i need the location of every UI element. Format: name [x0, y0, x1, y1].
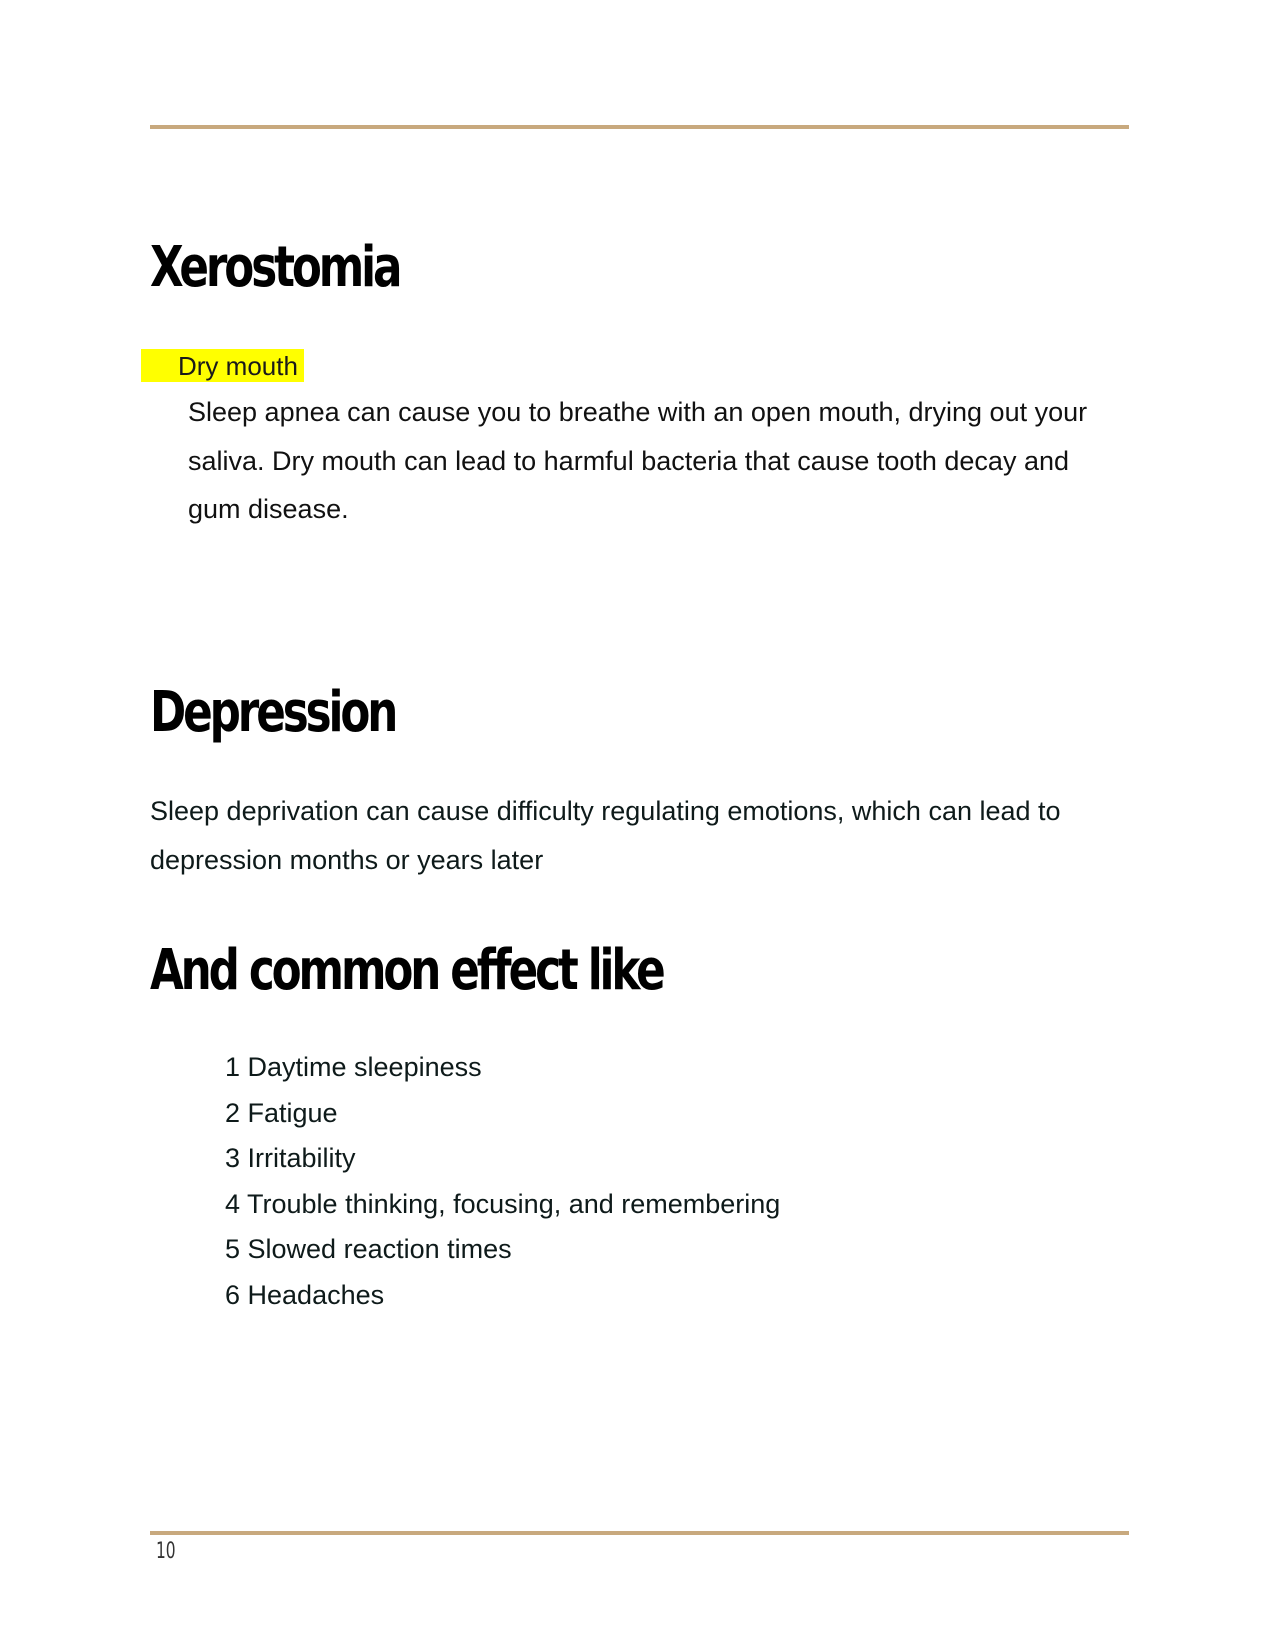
list-item: 4 Trouble thinking, focusing, and remembering: [225, 1188, 781, 1219]
heading-depression: Depression: [150, 680, 396, 745]
list-item: 1 Daytime sleepiness: [225, 1052, 482, 1082]
effects-list: [225, 1045, 780, 1318]
heading-xerostomia: Xerostomia: [150, 235, 400, 300]
page-number: 10: [156, 1539, 176, 1564]
bottom-divider: [150, 1531, 1129, 1535]
list-item: 5 Slowed reaction times: [225, 1234, 512, 1264]
heading-common-effects: And common effect like: [150, 938, 663, 1003]
xerostomia-paragraph: Sleep apnea can cause you to breathe with an open mouth, drying out your saliva. Dry mouth can lead to harmful bacteria that cause tooth decay and gum disease.: [188, 397, 1088, 524]
depression-paragraph: Sleep deprivation can cause difficulty regulating emotions, which can lead to depression months or years later: [150, 796, 1061, 875]
list-item: 3 Irritability: [225, 1143, 356, 1173]
top-divider: [150, 125, 1129, 129]
list-item: 6 Headaches: [225, 1279, 385, 1310]
list-item: 2 Fatigue: [225, 1097, 338, 1128]
highlighted-term: Dry mouth: [178, 351, 298, 381]
